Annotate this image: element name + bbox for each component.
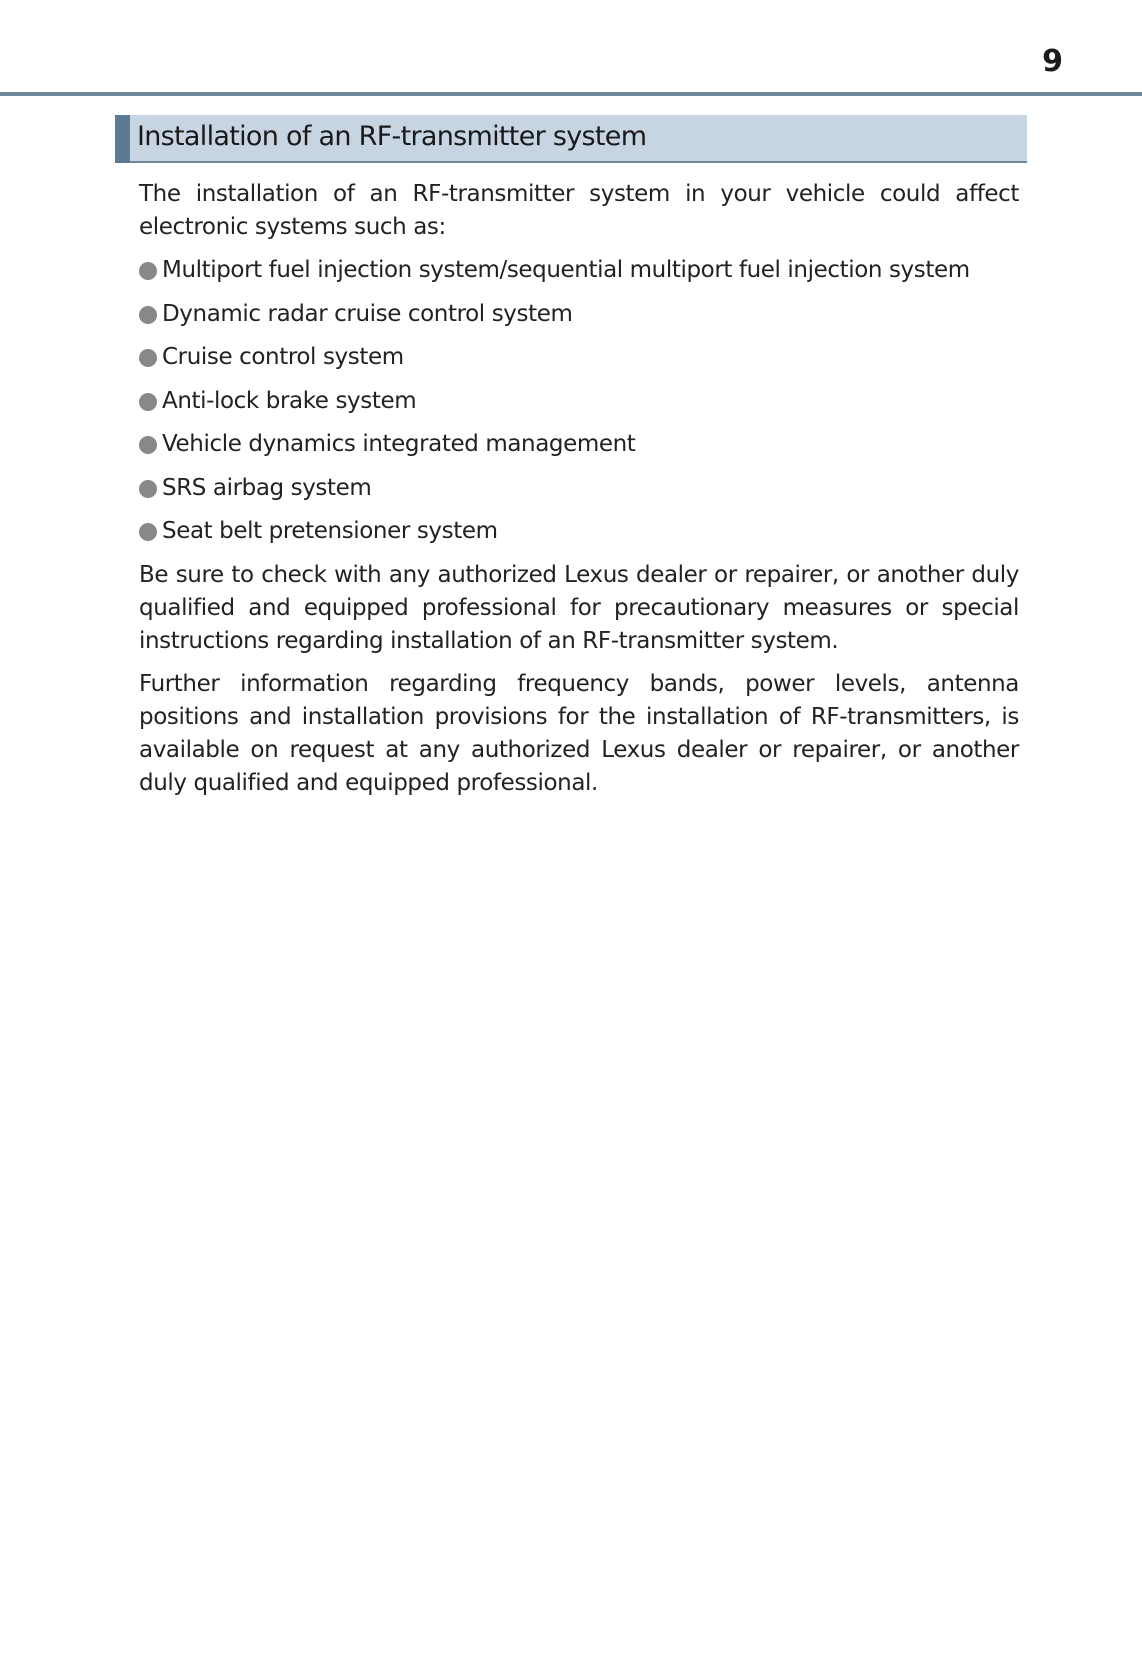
list-item — [139, 472, 1019, 505]
page-number: 9 — [1042, 44, 1063, 79]
further-info-paragraph: Further information regarding frequency bands, power levels, antenna positions and installation provisions for the installation of RF-transmitters, is available on request at any authorized Lexus dealer or repairer, or another duly qualified and equipped professional. — [139, 670, 1019, 796]
list-item — [139, 298, 1019, 331]
section-body — [139, 178, 1019, 810]
list-item-text: Multiport fuel injection system/sequential multiport fuel injection system — [162, 257, 970, 283]
dealer-check-paragraph: Be sure to check with any authorized Lexus dealer or repairer, or another duly qualified and equipped professional for precautionary measures or special instructions regarding installation of an RF-transmitter system. — [139, 561, 1019, 654]
section-title: Installation of an RF-transmitter system — [137, 121, 647, 152]
affected-systems-list — [139, 254, 1019, 548]
bullet-icon — [139, 306, 157, 324]
bullet-icon — [139, 523, 157, 541]
list-item — [139, 515, 1019, 548]
bullet-icon — [139, 262, 157, 280]
list-item-text: SRS airbag system — [162, 474, 372, 501]
list-item-text: Dynamic radar cruise control system — [162, 300, 573, 327]
intro-paragraph: The installation of an RF-transmitter system in your vehicle could affect electronic systems such as: — [139, 181, 1019, 240]
list-item — [139, 254, 1019, 287]
bullet-icon — [139, 480, 157, 498]
bullet-icon — [139, 436, 157, 454]
section-header — [115, 115, 1027, 163]
list-item-text: Anti-lock brake system — [162, 387, 417, 414]
list-item — [139, 428, 1019, 461]
header-accent-bar — [115, 115, 130, 163]
bullet-icon — [139, 393, 157, 411]
header-rule — [0, 92, 1142, 96]
list-item-text: Seat belt pretensioner system — [162, 518, 498, 544]
list-item — [139, 385, 1019, 418]
bullet-icon — [139, 349, 157, 367]
list-item-text: Cruise control system — [162, 344, 404, 370]
list-item — [139, 341, 1019, 374]
list-item-text: Vehicle dynamics integrated management — [162, 431, 636, 457]
